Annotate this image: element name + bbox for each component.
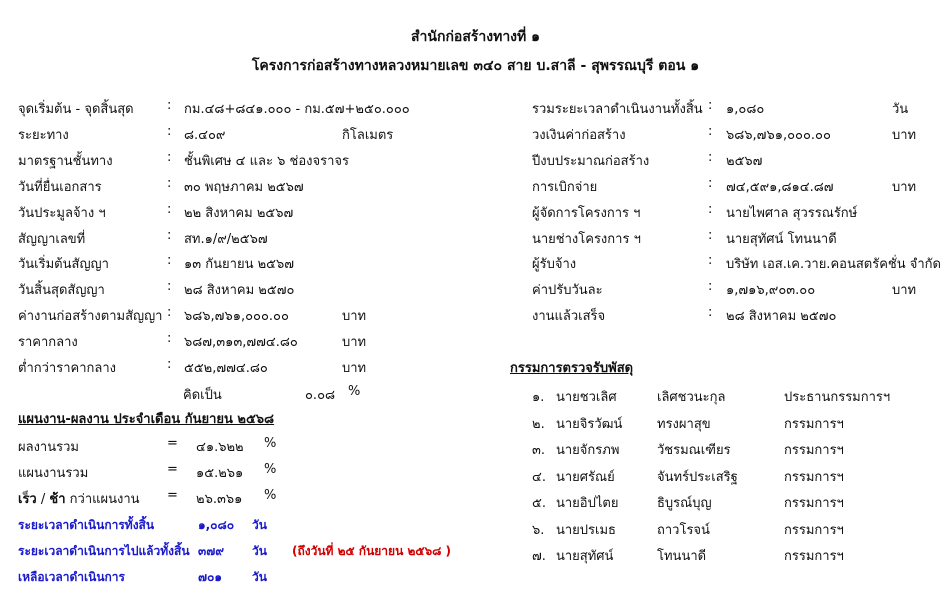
member-last-name: เลิศชวนะกุล	[657, 390, 726, 405]
percent-unit: %	[348, 384, 361, 399]
info-colon: :	[167, 123, 172, 139]
info-value: ๒๕๖๗	[726, 153, 763, 169]
info-unit: วัน	[892, 102, 909, 117]
info-value: นายไพศาล สุวรรณรักษ์	[726, 205, 858, 221]
plan-row-unit: %	[264, 462, 277, 477]
info-colon: :	[708, 253, 713, 269]
info-label: วันสิ้นสุดสัญญา	[18, 283, 105, 299]
info-unit: บาท	[342, 361, 367, 376]
plan-row-label	[18, 488, 140, 509]
info-colon: :	[708, 123, 713, 139]
info-unit: บาท	[342, 309, 367, 325]
plan-row-value: ๒๖.๓๖๑	[196, 492, 243, 507]
member-number: ๑.	[532, 390, 545, 405]
info-label: วันที่ยื่นเอกสาร	[18, 179, 102, 195]
info-label: งานแล้วเสร็จ	[532, 309, 606, 325]
info-label: ปีงบประมาณก่อสร้าง	[532, 153, 650, 169]
member-first-name: นายสุทัศน์	[556, 549, 614, 564]
info-value: ชั้นพิเศษ ๔ และ ๖ ช่องจราจร	[184, 153, 349, 169]
info-value: ๘.๔๐๙	[184, 127, 226, 143]
info-label: วันประมูลจ้าง ฯ	[18, 205, 106, 221]
plan-row-unit: %	[264, 488, 277, 503]
info-label: วันเริ่มต้นสัญญา	[18, 257, 109, 273]
info-colon: :	[708, 227, 713, 243]
committee-title: กรรมการตรวจรับพัสดุ	[510, 361, 634, 376]
info-value: บริษัท เอส.เค.วาย.คอนสตรัคชั่น จำกัด	[726, 257, 941, 273]
info-unit: กิโลเมตร	[342, 127, 394, 143]
info-value: ๓๐ พฤษภาคม ๒๕๖๗	[184, 179, 304, 195]
info-label: วงเงินค่าก่อสร้าง	[532, 127, 626, 143]
member-last-name: ธิบูรณ์บุญ	[657, 496, 712, 511]
info-value: ๒๒ สิงหาคม ๒๕๖๗	[184, 205, 294, 221]
fast-label: เร็ว	[18, 492, 37, 507]
time-value: ๗๐๑	[198, 570, 222, 584]
info-colon: :	[167, 175, 172, 191]
info-value: ๕๕๒,๗๗๔.๘๐	[184, 361, 268, 376]
info-label: นายช่างโครงการ ฯ	[532, 231, 641, 247]
plan-row-value: ๔๑.๖๒๒	[196, 440, 244, 455]
info-label: ผู้จัดการโครงการ ฯ	[532, 205, 641, 221]
member-role: กรรมการฯ	[784, 469, 844, 485]
plan-row-value: ๑๕.๒๖๑	[196, 466, 244, 481]
info-value: ๒๘ สิงหาคม ๒๕๗๐	[726, 309, 837, 325]
info-colon: :	[708, 279, 713, 295]
member-role: กรรมการฯ	[784, 522, 844, 538]
plan-row-label: แผนงานรวม	[18, 466, 89, 481]
time-value: ๑,๐๘๐	[198, 518, 235, 532]
info-label: รวมระยะเวลาดำเนินงานทั้งสิ้น	[532, 102, 703, 117]
member-last-name: จันทร์ประเสริฐ	[657, 469, 738, 485]
info-colon: :	[708, 175, 713, 191]
percent-value: ๐.๐๘	[305, 388, 336, 403]
info-colon: :	[708, 201, 713, 217]
info-value: ๑,๐๘๐	[726, 102, 765, 117]
member-number: ๗.	[532, 549, 546, 564]
member-number: ๖.	[532, 522, 545, 538]
info-colon: :	[167, 253, 172, 269]
member-role: กรรมการฯ	[784, 549, 844, 564]
member-number: ๒.	[532, 416, 545, 432]
member-number: ๔.	[532, 469, 546, 485]
info-unit: บาท	[892, 127, 917, 143]
info-colon: :	[708, 305, 713, 321]
member-first-name: นายจิรวัฒน์	[556, 416, 623, 432]
member-last-name: ทรงผาสุข	[657, 416, 711, 432]
member-first-name: นายจักรภพ	[556, 443, 620, 458]
info-colon: :	[708, 98, 713, 113]
time-label: เหลือเวลาดำเนินการ	[18, 570, 125, 584]
info-label: ผู้รับจ้าง	[532, 257, 577, 273]
info-value: สท.๑/๙/๒๕๖๗	[184, 231, 268, 247]
info-value: ๖๘๖,๗๖๑,๐๐๐.๐๐	[184, 309, 289, 325]
member-role: กรรมการฯ	[784, 496, 844, 511]
member-last-name: ถาวโรจน์	[657, 522, 710, 538]
member-first-name: นายศรัณย์	[556, 469, 615, 485]
member-number: ๓.	[532, 443, 546, 458]
info-label: ราคากลาง	[18, 335, 78, 351]
info-value: ๑๓ กันยายน ๒๕๖๗	[184, 257, 295, 273]
info-colon: :	[167, 305, 172, 321]
time-unit: วัน	[252, 544, 267, 558]
info-label: มาตรฐานชั้นทาง	[18, 153, 113, 169]
time-unit: วัน	[252, 518, 267, 532]
info-label: ต่ำกว่าราคากลาง	[18, 361, 116, 376]
info-colon: :	[167, 357, 172, 372]
info-unit: บาท	[892, 179, 917, 195]
time-label: ระยะเวลาดำเนินการไปแล้วทั้งสิ้น	[18, 544, 190, 558]
info-label: การเบิกจ่าย	[532, 179, 598, 195]
time-label: ระยะเวลาดำเนินการทั้งสิ้น	[18, 518, 155, 532]
time-value: ๓๗๙	[198, 544, 225, 558]
info-value: ๒๘ สิงหาคม ๒๕๗๐	[184, 283, 295, 299]
plan-row-eq: =	[167, 462, 178, 477]
info-label: ค่าปรับวันละ	[532, 283, 603, 299]
office-title: สำนักก่อสร้างทางที่ ๑	[410, 29, 540, 45]
fast-slow-separator: /	[36, 492, 50, 507]
info-colon: :	[167, 331, 172, 347]
plan-title: แผนงาน-ผลงาน ประจำเดือน กันยายน ๒๕๖๘	[18, 412, 275, 427]
member-role: กรรมการฯ	[784, 443, 844, 458]
info-colon: :	[167, 227, 172, 243]
info-value: ๑,๗๑๖,๙๐๓.๐๐	[726, 283, 816, 299]
info-label: ค่างานก่อสร้างตามสัญญา	[18, 309, 163, 325]
info-label: จุดเริ่มต้น - จุดสิ้นสุด	[18, 102, 134, 117]
member-first-name: นายอิปไตย	[556, 496, 619, 511]
plan-row-label: ผลงานรวม	[18, 440, 79, 455]
info-value: ๖๘๗,๓๑๓,๗๗๔.๘๐	[184, 335, 298, 351]
info-unit: บาท	[342, 335, 367, 351]
info-label: สัญญาเลขที่	[18, 231, 86, 247]
compare-label: กว่าแผนงาน	[65, 492, 140, 507]
member-first-name: นายชวเลิศ	[556, 390, 617, 405]
member-first-name: นายปรเมธ	[556, 522, 616, 538]
plan-row-eq: =	[167, 436, 178, 451]
info-value: นายสุทัศน์ โทนนาดี	[726, 231, 837, 247]
plan-row-unit: %	[264, 436, 277, 451]
info-colon: :	[167, 201, 172, 217]
info-colon: :	[708, 149, 713, 165]
slow-label: ช้า	[49, 492, 66, 507]
member-role: ประธานกรรมการฯ	[784, 390, 891, 405]
info-colon: :	[167, 279, 172, 295]
plan-row-eq: =	[167, 488, 178, 503]
info-colon: :	[167, 98, 172, 113]
percent-label: คิดเป็น	[183, 388, 222, 403]
member-number: ๕.	[532, 496, 546, 511]
info-value: ๖๘๖,๗๖๑,๐๐๐.๐๐	[726, 127, 831, 143]
project-title: โครงการก่อสร้างทางหลวงหมายเลข ๓๔๐ สาย บ.สาลี - สุพรรณบุรี ตอน ๑	[251, 58, 700, 74]
info-unit: บาท	[892, 283, 917, 299]
time-unit: วัน	[252, 570, 267, 584]
info-value: ๗๔,๕๙๑,๘๑๔.๘๗	[726, 179, 834, 195]
info-colon: :	[167, 149, 172, 165]
info-label: ระยะทาง	[18, 127, 69, 143]
info-value: กม.๔๘+๘๔๑.๐๐๐ - กม.๕๗+๒๕๐.๐๐๐	[184, 102, 410, 117]
member-last-name: วัชรมณเฑียร	[657, 443, 731, 458]
time-note: (ถึงวันที่ ๒๕ กันยายน ๒๕๖๘ )	[292, 544, 451, 558]
member-role: กรรมการฯ	[784, 416, 844, 432]
member-last-name: โทนนาดี	[657, 549, 707, 564]
